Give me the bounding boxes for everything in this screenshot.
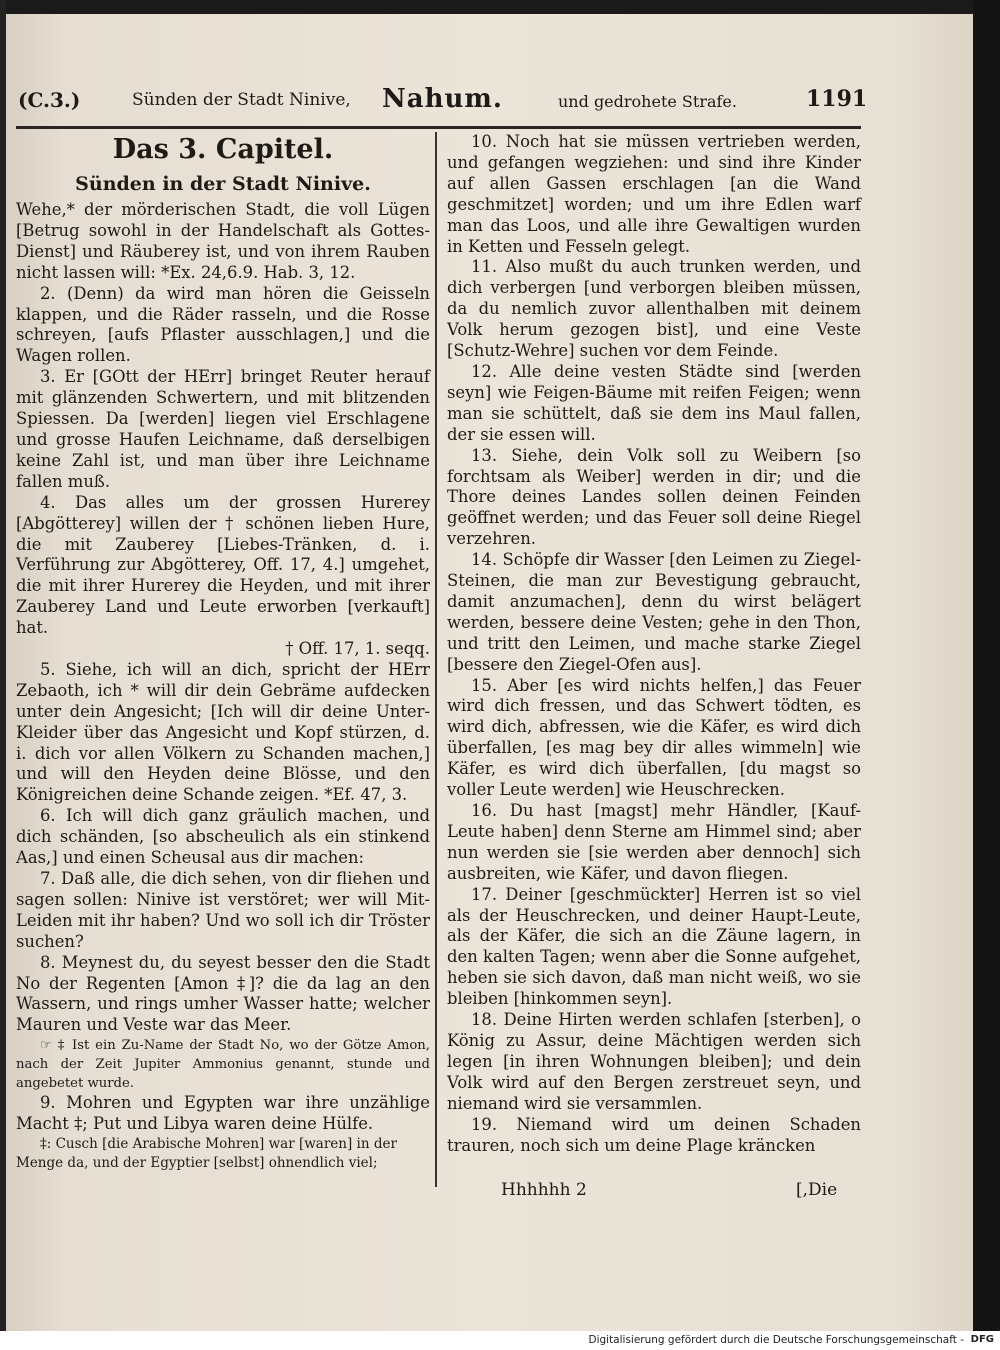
verse-15: 15. Aber [es wird nichts helfen,] das Feuer wird dich fressen, und das Schwert tödten, es wird dich, abfressen, wie die Käfer, es wird dich überfallen, [es mag bey dir alles wimmeln] wie Käfer, es wird dich überfallen, [du magst so voller Leute werden] wie Heuschrecken. bbox=[447, 675, 861, 800]
header-topic-continued: und gedrohete Strafe. bbox=[558, 92, 737, 111]
signature-mark: Hhhhhh 2 bbox=[501, 1180, 587, 1200]
verse-3: 3. Er [GOtt der HErr] bringet Reuter herauf mit glänzenden Schwertern, und mit blitzenden Spiessen. Da [werden] liegen viel Erschlagene und grosse Haufen Leichname, daß derselbigen keine Zahl ist, und man über ihre Leichname fallen muß. bbox=[16, 367, 430, 491]
right-column bbox=[447, 132, 861, 1156]
footnote-no: ☞ ‡ Ist ein Zu-Name der Stadt No, wo der Götze Amon, nach der Zeit Jupiter Ammonius genannt, stunde und angebetet wurde. bbox=[16, 1038, 430, 1092]
page-number: 1191 bbox=[806, 86, 868, 112]
verse-1: Wehe,* der mörderischen Stadt, die voll Lügen [Betrug sowohl in der Handelschaft als Gottes-Dienst] und Räuberey ist, und von ihrem Rauben nicht lassen will: *Ex. 24,6.9. Hab. 3, 12. bbox=[16, 200, 430, 282]
verse-7: 7. Daß alle, die dich sehen, von dir fliehen und sagen sollen: Ninive ist verstöret; wer will Mit-Leiden mit ihr haben? Und wo soll ich dir Tröster suchen? bbox=[16, 869, 430, 951]
verse-8: 8. Meynest du, du seyest besser den die Stadt No der Regenten [Amon ‡]? die da lag an den Wassern, und rings umher Wasser hatte; welcher Mauren und Veste war das Meer. bbox=[16, 952, 430, 1035]
verse-18: 18. Deine Hirten werden schlafen [sterben], o König zu Assur, deine Mächtigen werden sich legen [in ihren Wohnungen bleiben]; und dein Volk wird auf den Bergen zerstreuet seyn, und niemand wird sie versammlen. bbox=[447, 1010, 861, 1113]
left-column bbox=[16, 132, 430, 1173]
header-book-title: Nahum. bbox=[382, 84, 503, 114]
verse-19: 19. Niemand wird um deinen Schaden trauren, noch sich um deine Plage kräncken bbox=[447, 1114, 861, 1155]
header-topic: Sünden der Stadt Ninive, bbox=[132, 90, 351, 110]
verse-4: 4. Das alles um der grossen Hurerey [Abgötterey] willen der † schönen lieben Hure, die mit Zauberey [Liebes-Tränken, d. i. Verführung zur Abgötterey, Off. 17, 4.] umgehet, die mit ihrer Hurerey die Heyden, und mit ihrer Zauberey Land und Leute erworben [verkauft] hat. bbox=[16, 492, 430, 638]
verse-16: 16. Du hast [magst] mehr Händler, [Kauf-Leute haben] denn Sterne am Himmel sind; aber nun werden sie [sie werden aber dennoch] sich ausbreiten, wie Käfer, und davon fliegen. bbox=[447, 801, 861, 883]
catchword: [,Die bbox=[796, 1180, 838, 1200]
verse-14: 14. Schöpfe dir Wasser [den Leimen zu Ziegel-Steinen, die man zur Bevestigung gebraucht, damit anzumachen], denn du wirst belägert werden, bessere deine Vesten; gehe in den Thon, und tritt den Leimen, und mache starke Ziegel [bessere den Ziegel-Ofen aus]. bbox=[447, 550, 861, 674]
running-header bbox=[6, 14, 973, 118]
cross-reference: † Off. 17, 1. seqq. bbox=[285, 639, 430, 659]
header-section-mark: (C.3.) bbox=[18, 88, 81, 112]
verse-17: 17. Deiner [geschmückter] Herren ist so viel als der Heuschrecken, und deiner Haupt-Leute, als der Käfer, die sich an die Zäune lagern, in den kalten Tagen; wenn aber die Sonne aufgehet, heben sie sich davon, daß man nicht weiß, wo sie bleiben [hinkommen seyn]. bbox=[447, 884, 861, 1009]
chapter-subtitle: Sünden in der Stadt Ninive. bbox=[75, 173, 371, 195]
verse-2: 2. (Denn) da wird man hören die Geisseln klappen, und die Räder rasseln, und die Rosse schreyen, [aufs Pflaster ausschlagen,] und die Wagen rollen. bbox=[16, 283, 430, 366]
scan-border-right bbox=[973, 0, 1000, 1331]
verse-11: 11. Also mußt du auch trunken werden, und dich verbergen [und verborgen bleiben müssen, da du nemlich zuvor allenthalben mit deinem Volk herum gezogen bist], und eine Veste [Schutz-Wehre] suchen vor dem Feinde. bbox=[447, 257, 861, 361]
verse-10: 10. Noch hat sie müssen vertrieben werden, und gefangen wegziehen: und sind ihre Kinder auf allen Gassen erschlagen [an die Wand geschmitzet] worden; und um ihre Edlen warf man das Loos, und alle ihre Gewaltigen wurden in Ketten und Fesseln gelegt. bbox=[447, 132, 861, 256]
scanned-page bbox=[6, 14, 973, 1331]
verse-12: 12. Alle deine vesten Städte sind [werden seyn] wie Feigen-Bäume mit reifen Feigen; wenn man sie schüttelt, daß sie dem ins Maul fallen, der sie essen will. bbox=[447, 361, 861, 444]
verse-13: 13. Siehe, dein Volk soll zu Weibern [so forchtsam als Weiber] werden in dir; und die Thore deines Landes sollen deinen Feinden geöffnet werden; und das Feuer soll deine Riegel verzehren. bbox=[447, 445, 861, 549]
digitization-banner bbox=[0, 1331, 1000, 1350]
dfg-logo: DFG bbox=[970, 1334, 994, 1345]
verse-6: 6. Ich will dich ganz gräulich machen, und dich schänden, [so abscheulich als ein stinkend Aas,] und einen Scheusal aus dir machen: bbox=[16, 806, 430, 868]
footnote-cusch: ‡: Cusch [die Arabische Mohren] war [waren] in der Menge da, und der Egyptier [selbst] ohnendlich viel; bbox=[16, 1136, 397, 1172]
scan-border-top bbox=[0, 0, 1000, 14]
verse-5: 5. Siehe, ich will an dich, spricht der HErr Zebaoth, ich * will dir dein Gebräme aufdecken unter dein Angesicht; [Ich will dir deine Unter-Kleider über das Angesicht und Kopf stürzen, d. i. dich vor allen Völkern zu Schanden machen,] und will den Heyden deine Blösse, und den Königreichen deine Schande zeigen. *Ef. 47, 3. bbox=[16, 659, 430, 805]
banner-text: Digitalisierung gefördert durch die Deutsche Forschungsgemeinschaft - bbox=[588, 1334, 964, 1346]
header-rule bbox=[16, 126, 861, 129]
chapter-title: Das 3. Capitel. bbox=[112, 134, 334, 165]
column-divider bbox=[435, 132, 437, 1187]
verse-9: 9. Mohren und Egypten war ihre unzählige Macht ‡; Put und Libya waren deine Hülfe. bbox=[16, 1093, 430, 1134]
